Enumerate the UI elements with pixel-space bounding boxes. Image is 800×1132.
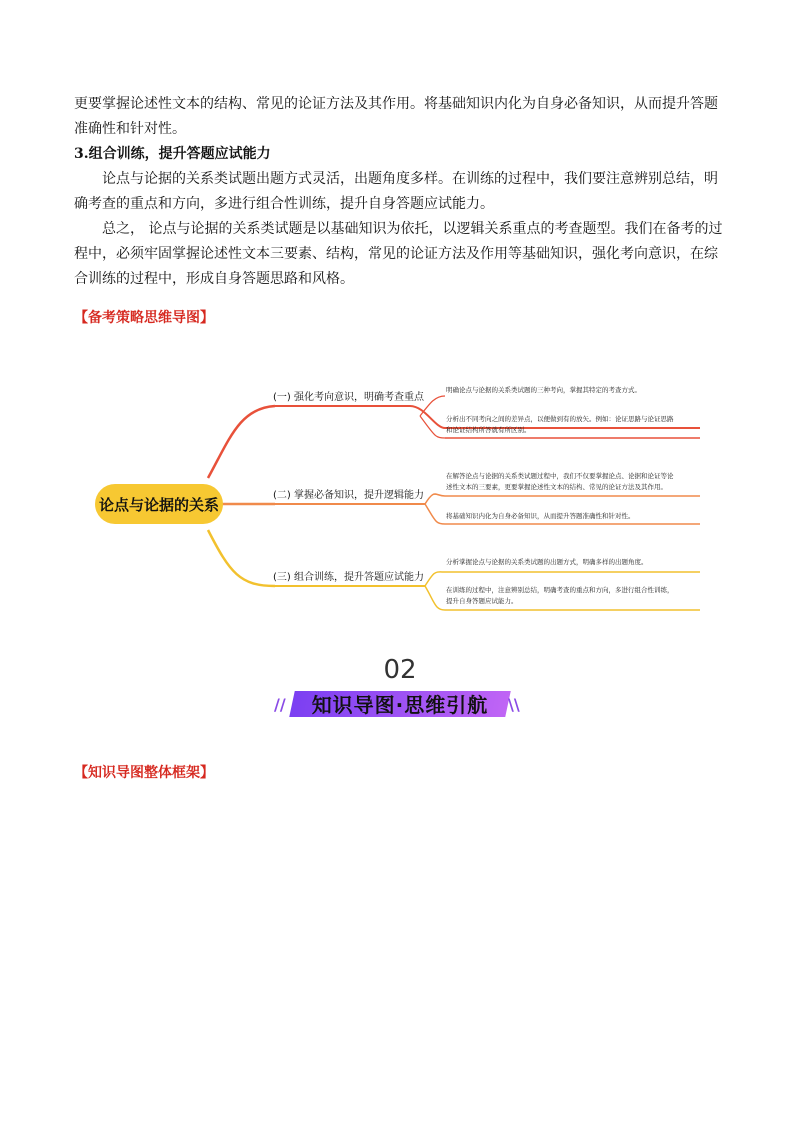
section-title-framework: 【知识导图整体框架】 [74,765,214,781]
branch2-note2-line1: 将基础知识内化为自身必备知识，从而提升答题准确性和针对性。 [446,512,635,520]
banner-number: 02 [383,655,417,685]
paragraph-summary: 总之， 论点与论据的关系类试题是以基础知识为依托，以逻辑关系重点的考查题型。我们在备考的过程中，必须牢固掌握论述性文本三要素、结构，常见的论证方法及作用等基础知识，强化考向意识，在综合训练的过程中，形成自身答题思路和风格。 [74,221,723,287]
section-banner [270,655,530,725]
paragraph-intro [74,92,730,142]
branch1-note2-line2: 和论证结构所答就有所区别。 [446,426,531,434]
banner-slash-right: \\ [508,695,520,714]
branch3-note2-line2: 提升自身答题应试能力。 [446,597,518,605]
branch2-note1-line2: 述性文本的三要素，更要掌握论述性文本的结构、常见的论证方法及其作用。 [446,483,667,491]
banner-title: 知识导图·思维引航 [311,693,489,717]
branch2-note1-connector [425,494,700,504]
branch1-connector [208,406,275,478]
branch3-connector [208,530,275,586]
paragraph-intro-line1: 更要掌握论述性文本的结构、常见的论证方法及其作用。将基础知识内化为自身必备知识，从而提升答题 [74,96,718,112]
paragraph-training: 论点与论据的关系类试题出题方式灵活，出题角度多样。在训练的过程中，我们要注意辨别总结，明确考查的重点和方向，多进行组合性训练，提升自身答题应试能力。 [74,171,718,212]
banner-slash-left: // [274,695,286,714]
section-title-strategy: 【备考策略思维导图】 [74,310,214,326]
heading-combined-training: 3.组合训练，提升答题应试能力 [74,146,271,162]
branch3-note1-line1: 分析掌握论点与论据的关系类试题的出题方式，明确多样的出题角度。 [446,558,648,566]
branch2-note1-line1: 在解答论点与论据的关系类试题过程中，我们不仅要掌握论点、论据和论证等论 [446,472,674,480]
branch2-label: (二) 掌握必备知识，提升逻辑能力 [273,490,424,501]
mindmap-center-label: 论点与论据的关系 [98,496,220,514]
branch3-note1-connector [425,572,700,586]
branch1-label: (一) 强化考向意识，明确考查重点 [273,392,424,403]
branch3-label: (三) 组合训练，提升答题应试能力 [273,572,424,583]
strategy-mindmap [90,378,710,628]
branch1-note1-line1: 明确论点与论据的关系类试题的三种考向，掌握其特定的考查方式。 [446,386,641,394]
paragraph-intro-line2: 准确性和针对性。 [74,121,186,137]
branch3-note2-line1: 在训练的过程中，注意辨别总结，明确考查的重点和方向，多进行组合性训练， [446,586,674,594]
branch1-note2-line1: 分析出不同考向之间的差异点，以便做到有的放矢。例如：论证思路与论证思路 [446,415,674,423]
